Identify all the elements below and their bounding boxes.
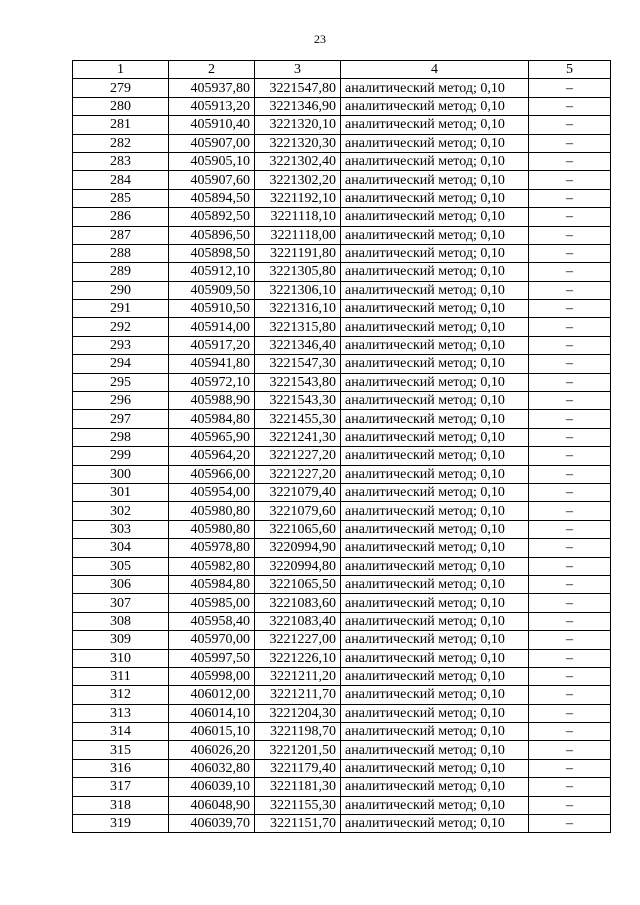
method-accuracy-cell: аналитический метод; 0,10 xyxy=(341,796,529,814)
point-number-cell: 299 xyxy=(73,447,169,465)
table-row xyxy=(73,318,611,336)
description-cell: – xyxy=(529,759,611,777)
method-accuracy-cell: аналитический метод; 0,10 xyxy=(341,723,529,741)
coordinate-x-cell: 405966,00 xyxy=(169,465,255,483)
coordinate-y-cell: 3221320,10 xyxy=(255,116,341,134)
description-cell: – xyxy=(529,410,611,428)
coordinate-y-cell: 3221151,70 xyxy=(255,815,341,833)
table-row xyxy=(73,79,611,97)
table-row xyxy=(73,575,611,593)
coordinate-y-cell: 3221227,20 xyxy=(255,465,341,483)
point-number-cell: 298 xyxy=(73,428,169,446)
table-row xyxy=(73,815,611,833)
point-number-cell: 293 xyxy=(73,336,169,354)
coordinate-x-cell: 406015,10 xyxy=(169,723,255,741)
method-accuracy-cell: аналитический метод; 0,10 xyxy=(341,134,529,152)
method-accuracy-cell: аналитический метод; 0,10 xyxy=(341,263,529,281)
description-cell: – xyxy=(529,336,611,354)
table-row xyxy=(73,649,611,667)
method-accuracy-cell: аналитический метод; 0,10 xyxy=(341,502,529,520)
point-number-cell: 281 xyxy=(73,116,169,134)
method-accuracy-cell: аналитический метод; 0,10 xyxy=(341,244,529,262)
point-number-cell: 296 xyxy=(73,392,169,410)
table-row xyxy=(73,428,611,446)
coordinate-y-cell: 3221118,00 xyxy=(255,226,341,244)
table-row xyxy=(73,447,611,465)
table-row xyxy=(73,520,611,538)
description-cell: – xyxy=(529,392,611,410)
table-row xyxy=(73,355,611,373)
coordinate-x-cell: 406039,10 xyxy=(169,778,255,796)
coordinate-y-cell: 3221543,30 xyxy=(255,392,341,410)
coordinate-x-cell: 405954,00 xyxy=(169,483,255,501)
point-number-cell: 300 xyxy=(73,465,169,483)
method-accuracy-cell: аналитический метод; 0,10 xyxy=(341,704,529,722)
table-row xyxy=(73,97,611,115)
coordinate-x-cell: 405984,80 xyxy=(169,410,255,428)
point-number-cell: 309 xyxy=(73,631,169,649)
coordinate-x-cell: 405910,40 xyxy=(169,116,255,134)
header-row xyxy=(73,61,611,79)
table-row xyxy=(73,410,611,428)
coordinate-x-cell: 406012,00 xyxy=(169,686,255,704)
coordinate-x-cell: 405905,10 xyxy=(169,152,255,170)
table-row xyxy=(73,134,611,152)
description-cell: – xyxy=(529,704,611,722)
table-row xyxy=(73,778,611,796)
description-cell: – xyxy=(529,667,611,685)
method-accuracy-cell: аналитический метод; 0,10 xyxy=(341,520,529,538)
table-row xyxy=(73,373,611,391)
coordinate-x-cell: 406014,10 xyxy=(169,704,255,722)
description-cell: – xyxy=(529,447,611,465)
point-number-cell: 297 xyxy=(73,410,169,428)
point-number-cell: 317 xyxy=(73,778,169,796)
table-body xyxy=(73,79,611,833)
point-number-cell: 291 xyxy=(73,300,169,318)
method-accuracy-cell: аналитический метод; 0,10 xyxy=(341,483,529,501)
coordinate-y-cell: 3221192,10 xyxy=(255,189,341,207)
description-cell: – xyxy=(529,300,611,318)
table-row xyxy=(73,226,611,244)
description-cell: – xyxy=(529,575,611,593)
coordinate-x-cell: 405898,50 xyxy=(169,244,255,262)
coordinate-y-cell: 3221198,70 xyxy=(255,723,341,741)
description-cell: – xyxy=(529,741,611,759)
point-number-cell: 307 xyxy=(73,594,169,612)
column-header-5: 5 xyxy=(529,61,611,79)
description-cell: – xyxy=(529,778,611,796)
coordinate-y-cell: 3221241,30 xyxy=(255,428,341,446)
coordinate-y-cell: 3221227,20 xyxy=(255,447,341,465)
column-header-3: 3 xyxy=(255,61,341,79)
table-row xyxy=(73,483,611,501)
method-accuracy-cell: аналитический метод; 0,10 xyxy=(341,116,529,134)
table-header xyxy=(73,61,611,79)
point-number-cell: 290 xyxy=(73,281,169,299)
coordinate-y-cell: 3221118,10 xyxy=(255,208,341,226)
coordinate-x-cell: 405937,80 xyxy=(169,79,255,97)
coordinate-y-cell: 3221179,40 xyxy=(255,759,341,777)
coordinate-y-cell: 3221079,40 xyxy=(255,483,341,501)
coordinate-x-cell: 405970,00 xyxy=(169,631,255,649)
table-row xyxy=(73,631,611,649)
method-accuracy-cell: аналитический метод; 0,10 xyxy=(341,373,529,391)
table-row xyxy=(73,686,611,704)
point-number-cell: 286 xyxy=(73,208,169,226)
coordinate-x-cell: 405917,20 xyxy=(169,336,255,354)
point-number-cell: 289 xyxy=(73,263,169,281)
point-number-cell: 310 xyxy=(73,649,169,667)
coordinate-y-cell: 3221316,10 xyxy=(255,300,341,318)
point-number-cell: 306 xyxy=(73,575,169,593)
coordinate-x-cell: 405910,50 xyxy=(169,300,255,318)
method-accuracy-cell: аналитический метод; 0,10 xyxy=(341,649,529,667)
table-row xyxy=(73,116,611,134)
table-row xyxy=(73,759,611,777)
description-cell: – xyxy=(529,189,611,207)
coordinate-y-cell: 3221181,30 xyxy=(255,778,341,796)
coordinate-y-cell: 3221455,30 xyxy=(255,410,341,428)
coordinate-x-cell: 405914,00 xyxy=(169,318,255,336)
coordinate-y-cell: 3221306,10 xyxy=(255,281,341,299)
coordinate-y-cell: 3221155,30 xyxy=(255,796,341,814)
point-number-cell: 312 xyxy=(73,686,169,704)
point-number-cell: 285 xyxy=(73,189,169,207)
description-cell: – xyxy=(529,97,611,115)
coordinate-x-cell: 405980,80 xyxy=(169,520,255,538)
table-row xyxy=(73,300,611,318)
method-accuracy-cell: аналитический метод; 0,10 xyxy=(341,447,529,465)
point-number-cell: 287 xyxy=(73,226,169,244)
point-number-cell: 301 xyxy=(73,483,169,501)
point-number-cell: 305 xyxy=(73,557,169,575)
coordinate-x-cell: 405982,80 xyxy=(169,557,255,575)
table-row xyxy=(73,336,611,354)
point-number-cell: 295 xyxy=(73,373,169,391)
point-number-cell: 302 xyxy=(73,502,169,520)
point-number-cell: 288 xyxy=(73,244,169,262)
method-accuracy-cell: аналитический метод; 0,10 xyxy=(341,667,529,685)
coordinate-y-cell: 3221065,50 xyxy=(255,575,341,593)
coordinate-y-cell: 3221547,30 xyxy=(255,355,341,373)
coordinate-y-cell: 3221083,60 xyxy=(255,594,341,612)
description-cell: – xyxy=(529,483,611,501)
coordinate-x-cell: 406048,90 xyxy=(169,796,255,814)
table-row xyxy=(73,189,611,207)
coordinate-x-cell: 406032,80 xyxy=(169,759,255,777)
coordinate-x-cell: 405896,50 xyxy=(169,226,255,244)
point-number-cell: 308 xyxy=(73,612,169,630)
description-cell: – xyxy=(529,539,611,557)
point-number-cell: 280 xyxy=(73,97,169,115)
point-number-cell: 315 xyxy=(73,741,169,759)
coordinate-x-cell: 405978,80 xyxy=(169,539,255,557)
method-accuracy-cell: аналитический метод; 0,10 xyxy=(341,741,529,759)
coordinate-y-cell: 3221201,50 xyxy=(255,741,341,759)
description-cell: – xyxy=(529,428,611,446)
method-accuracy-cell: аналитический метод; 0,10 xyxy=(341,300,529,318)
table-row xyxy=(73,796,611,814)
coordinate-x-cell: 405958,40 xyxy=(169,612,255,630)
coordinate-x-cell: 405997,50 xyxy=(169,649,255,667)
method-accuracy-cell: аналитический метод; 0,10 xyxy=(341,594,529,612)
coordinate-x-cell: 405980,80 xyxy=(169,502,255,520)
point-number-cell: 319 xyxy=(73,815,169,833)
method-accuracy-cell: аналитический метод; 0,10 xyxy=(341,612,529,630)
coordinate-x-cell: 405998,00 xyxy=(169,667,255,685)
table-row xyxy=(73,741,611,759)
coordinate-y-cell: 3221302,40 xyxy=(255,152,341,170)
description-cell: – xyxy=(529,244,611,262)
coordinate-y-cell: 3221211,20 xyxy=(255,667,341,685)
description-cell: – xyxy=(529,723,611,741)
table-row xyxy=(73,539,611,557)
coordinates-table xyxy=(72,60,611,833)
table-row xyxy=(73,667,611,685)
table-row xyxy=(73,704,611,722)
method-accuracy-cell: аналитический метод; 0,10 xyxy=(341,575,529,593)
method-accuracy-cell: аналитический метод; 0,10 xyxy=(341,318,529,336)
method-accuracy-cell: аналитический метод; 0,10 xyxy=(341,336,529,354)
coordinate-x-cell: 405964,20 xyxy=(169,447,255,465)
method-accuracy-cell: аналитический метод; 0,10 xyxy=(341,281,529,299)
coordinate-y-cell: 3221204,30 xyxy=(255,704,341,722)
point-number-cell: 283 xyxy=(73,152,169,170)
description-cell: – xyxy=(529,815,611,833)
description-cell: – xyxy=(529,612,611,630)
coordinate-y-cell: 3221305,80 xyxy=(255,263,341,281)
method-accuracy-cell: аналитический метод; 0,10 xyxy=(341,208,529,226)
point-number-cell: 284 xyxy=(73,171,169,189)
method-accuracy-cell: аналитический метод; 0,10 xyxy=(341,355,529,373)
description-cell: – xyxy=(529,318,611,336)
coordinate-y-cell: 3221191,80 xyxy=(255,244,341,262)
table-row xyxy=(73,465,611,483)
point-number-cell: 314 xyxy=(73,723,169,741)
column-header-2: 2 xyxy=(169,61,255,79)
description-cell: – xyxy=(529,520,611,538)
method-accuracy-cell: аналитический метод; 0,10 xyxy=(341,465,529,483)
table-row xyxy=(73,208,611,226)
coordinate-x-cell: 405941,80 xyxy=(169,355,255,373)
description-cell: – xyxy=(529,355,611,373)
description-cell: – xyxy=(529,79,611,97)
method-accuracy-cell: аналитический метод; 0,10 xyxy=(341,97,529,115)
coordinate-x-cell: 406026,20 xyxy=(169,741,255,759)
description-cell: – xyxy=(529,631,611,649)
table-row xyxy=(73,171,611,189)
coordinate-x-cell: 405913,20 xyxy=(169,97,255,115)
description-cell: – xyxy=(529,226,611,244)
description-cell: – xyxy=(529,373,611,391)
point-number-cell: 318 xyxy=(73,796,169,814)
table-row xyxy=(73,612,611,630)
table-row xyxy=(73,723,611,741)
method-accuracy-cell: аналитический метод; 0,10 xyxy=(341,631,529,649)
description-cell: – xyxy=(529,796,611,814)
coordinate-y-cell: 3221083,40 xyxy=(255,612,341,630)
description-cell: – xyxy=(529,263,611,281)
coordinate-y-cell: 3220994,90 xyxy=(255,539,341,557)
method-accuracy-cell: аналитический метод; 0,10 xyxy=(341,778,529,796)
description-cell: – xyxy=(529,465,611,483)
coordinate-y-cell: 3221315,80 xyxy=(255,318,341,336)
column-header-4: 4 xyxy=(341,61,529,79)
page-number: 23 xyxy=(314,32,326,46)
method-accuracy-cell: аналитический метод; 0,10 xyxy=(341,152,529,170)
method-accuracy-cell: аналитический метод; 0,10 xyxy=(341,815,529,833)
coordinate-y-cell: 3221227,00 xyxy=(255,631,341,649)
coordinate-y-cell: 3221079,60 xyxy=(255,502,341,520)
point-number-cell: 313 xyxy=(73,704,169,722)
method-accuracy-cell: аналитический метод; 0,10 xyxy=(341,79,529,97)
point-number-cell: 316 xyxy=(73,759,169,777)
coordinate-x-cell: 405892,50 xyxy=(169,208,255,226)
description-cell: – xyxy=(529,281,611,299)
table-row xyxy=(73,502,611,520)
method-accuracy-cell: аналитический метод; 0,10 xyxy=(341,410,529,428)
description-cell: – xyxy=(529,686,611,704)
table-row xyxy=(73,392,611,410)
coordinate-y-cell: 3221346,40 xyxy=(255,336,341,354)
description-cell: – xyxy=(529,557,611,575)
coordinate-x-cell: 406039,70 xyxy=(169,815,255,833)
coordinate-x-cell: 405907,60 xyxy=(169,171,255,189)
method-accuracy-cell: аналитический метод; 0,10 xyxy=(341,189,529,207)
description-cell: – xyxy=(529,208,611,226)
method-accuracy-cell: аналитический метод; 0,10 xyxy=(341,392,529,410)
table-row xyxy=(73,594,611,612)
description-cell: – xyxy=(529,134,611,152)
coordinate-y-cell: 3221211,70 xyxy=(255,686,341,704)
method-accuracy-cell: аналитический метод; 0,10 xyxy=(341,686,529,704)
coordinate-x-cell: 405965,90 xyxy=(169,428,255,446)
coordinate-x-cell: 405988,90 xyxy=(169,392,255,410)
column-header-1: 1 xyxy=(73,61,169,79)
coordinate-x-cell: 405912,10 xyxy=(169,263,255,281)
method-accuracy-cell: аналитический метод; 0,10 xyxy=(341,539,529,557)
description-cell: – xyxy=(529,116,611,134)
coordinate-y-cell: 3220994,80 xyxy=(255,557,341,575)
point-number-cell: 279 xyxy=(73,79,169,97)
point-number-cell: 294 xyxy=(73,355,169,373)
point-number-cell: 292 xyxy=(73,318,169,336)
coordinate-y-cell: 3221320,30 xyxy=(255,134,341,152)
point-number-cell: 311 xyxy=(73,667,169,685)
point-number-cell: 303 xyxy=(73,520,169,538)
coordinate-y-cell: 3221226,10 xyxy=(255,649,341,667)
coordinate-y-cell: 3221302,20 xyxy=(255,171,341,189)
table-row xyxy=(73,557,611,575)
method-accuracy-cell: аналитический метод; 0,10 xyxy=(341,557,529,575)
coordinate-x-cell: 405972,10 xyxy=(169,373,255,391)
method-accuracy-cell: аналитический метод; 0,10 xyxy=(341,171,529,189)
point-number-cell: 304 xyxy=(73,539,169,557)
coordinate-x-cell: 405909,50 xyxy=(169,281,255,299)
table-row xyxy=(73,244,611,262)
table-row xyxy=(73,152,611,170)
method-accuracy-cell: аналитический метод; 0,10 xyxy=(341,759,529,777)
description-cell: – xyxy=(529,502,611,520)
method-accuracy-cell: аналитический метод; 0,10 xyxy=(341,428,529,446)
coordinate-x-cell: 405907,00 xyxy=(169,134,255,152)
point-number-cell: 282 xyxy=(73,134,169,152)
coordinate-y-cell: 3221346,90 xyxy=(255,97,341,115)
description-cell: – xyxy=(529,649,611,667)
coordinate-x-cell: 405894,50 xyxy=(169,189,255,207)
coordinate-y-cell: 3221065,60 xyxy=(255,520,341,538)
table-row xyxy=(73,281,611,299)
description-cell: – xyxy=(529,594,611,612)
coordinate-x-cell: 405984,80 xyxy=(169,575,255,593)
description-cell: – xyxy=(529,171,611,189)
coordinate-x-cell: 405985,00 xyxy=(169,594,255,612)
table-row xyxy=(73,263,611,281)
coordinate-y-cell: 3221547,80 xyxy=(255,79,341,97)
coordinate-y-cell: 3221543,80 xyxy=(255,373,341,391)
method-accuracy-cell: аналитический метод; 0,10 xyxy=(341,226,529,244)
description-cell: – xyxy=(529,152,611,170)
